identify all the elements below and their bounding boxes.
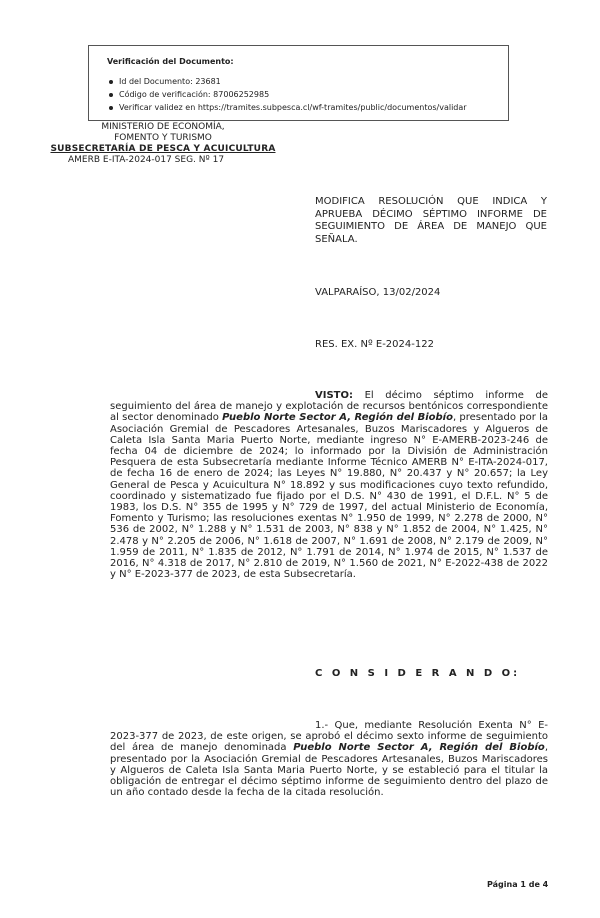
para1-text-2: , presentado por la Asociación Gremial de Pescadores Artesanales, Buzos Mariscadores y Algueros de Caleta Isla Santa Maria Puerto Norte, y se estableció para el titular la obligación de entregar el décimo séptimo informe de seguimiento dentro del plazo de un año contado desde la fecha de la citada resolución. bbox=[110, 742, 548, 799]
page-number: Página 1 de 4 bbox=[487, 880, 549, 889]
verification-list bbox=[107, 75, 508, 114]
visto-paragraph bbox=[110, 390, 548, 580]
verification-title: Verificación del Documento: bbox=[107, 57, 234, 66]
visto-sector: Pueblo Norte Sector A, Región del Biobío bbox=[222, 412, 453, 424]
ministry-line1: MINISTERIO DE ECONOMÍA, bbox=[101, 122, 225, 132]
ministry-line2: FOMENTO Y TURISMO bbox=[114, 133, 212, 143]
ministry-header bbox=[38, 122, 288, 166]
verification-code: Código de verificación: 87006252985 bbox=[119, 88, 508, 101]
verification-id: Id del Documento: 23681 bbox=[119, 75, 508, 88]
resolution-number: RES. EX. Nº E-2024-122 bbox=[315, 339, 434, 350]
verification-link[interactable]: Verificar validez en https://tramites.subpesca.cl/wf-tramites/public/documentos/validar bbox=[119, 101, 508, 114]
subsecretaria-name: SUBSECRETARÍA DE PESCA Y ACUICULTURA bbox=[50, 144, 276, 154]
visto-text-1: El décimo séptimo informe de seguimiento del área de manejo y explotación de recursos bentónicos correspondiente al sector denominado bbox=[110, 390, 548, 424]
para1-sector: Pueblo Norte Sector A, Región del Biobío bbox=[293, 742, 545, 754]
visto-text-2: , presentado por la Asociación Gremial de Pescadores Artesanales, Buzos Mariscadores y Algueros de Caleta Isla Santa Maria Puerto Norte, mediante ingreso N° E-AMERB-2023-246 de fecha 04 de diciembre de 2024; lo informado por la División de Administración Pesquera de esta Subsecretaría mediante Informe Técnico AMERB N° E-ITA-2024-017, de fecha 16 de enero de 2024; las Leyes N° 19.880, N° 20.437 y N° 20.657; la Ley General de Pesca y Acuicultura N° 18.892 y sus modificaciones cuyo texto refundido, coordinado y sistematizado fue fijado por el D.S. N° 430 de 1991, el D.F.L. N° 5 de 1983, los D.S. N° 355 de 1995 y N° 729 de 1997, del actual Ministerio de Economía, Fomento y Turismo; las resoluciones exentas N° 1.950 de 1999, N° 2.278 de 2000, N° 536 de 2002, N° 1.288 y N° 1.531 de 2003, N° 838 y N° 1.852 de 2004, N° 1.425, N° 2.478 y N° 2.205 de 2006, N° 1.618 de 2007, N° 1.691 de 2008, N° 2.179 de 2009, N° 1.959 de 2011, N° 1.835 de 2012, N° 1.791 de 2014, N° 1.974 de 2015, N° 1.537 de 2016, N° 4.318 de 2017, N° 2.810 de 2019, N° 1.560 de 2021, N° E-2022-438 de 2022 y N° E-2023-377 de 2023, de esta Subsecretaría. bbox=[110, 412, 548, 581]
resolution-title: MODIFICA RESOLUCIÓN QUE INDICA Y APRUEBA DÉCIMO SÉPTIMO INFORME DE SEGUIMIENTO DE ÁREA DE MANEJO QUE SEÑALA. bbox=[315, 196, 547, 245]
considerando-paragraph-1 bbox=[110, 720, 548, 798]
verification-box bbox=[88, 45, 509, 121]
resolution-date: VALPARAÍSO, 13/02/2024 bbox=[315, 287, 441, 298]
para1-text-1: 1.- Que, mediante Resolución Exenta N° E-2023-377 de 2023, de este origen, se aprobó el décimo sexto informe de seguimiento del área de manejo denominada bbox=[110, 720, 548, 754]
considerando-heading: C O N S I D E R A N D O: bbox=[315, 668, 521, 679]
visto-label: VISTO: bbox=[315, 390, 353, 401]
document-reference: AMERB E-ITA-2024-017 SEG. Nº 17 bbox=[68, 155, 225, 165]
